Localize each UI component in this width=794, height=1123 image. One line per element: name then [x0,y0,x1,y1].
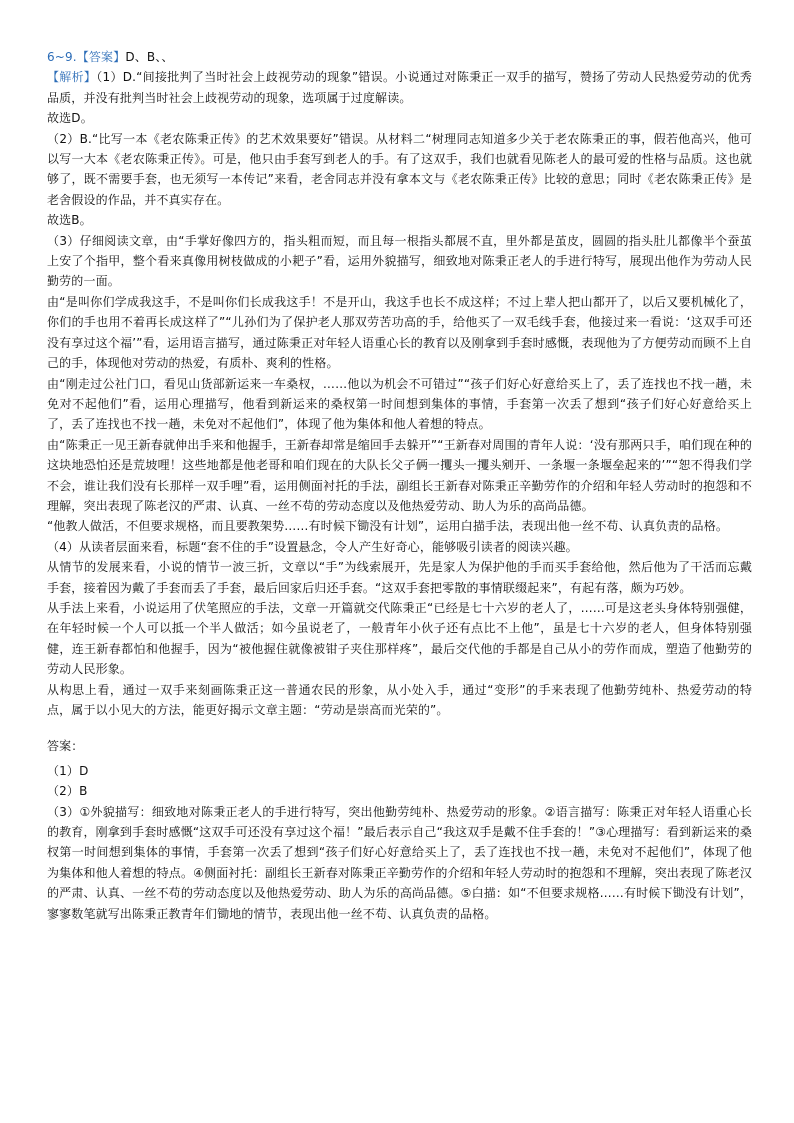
answer-2: （2）B [47,784,88,799]
analysis-paragraph-5: 由“刚走过公社门口，看见山货部新运来一车桑杈，……他以为机会不可错过”“孩子们好心好意给买上了，丢了连找也不找一趟，未免对不起他们”看，运用心理描写，他看到新运来的桑杈第一时间想到集体的事情，手套第一次丢了想到“孩子们好心好意给买上了，丢了连找也不找一趟，未免对不起他们”，体现了他为集体和他人着想的特点。 [47,376,752,432]
analysis-paragraph-9: 从情节的发展来看，小说的情节一波三折，文章以“手”为线索展开，先是家人为保护他的手而买手套给他，然后他为了干活而忘戴手套，接着因为戴了手套而丢了手套，最后回家后归还手套。“这双手套把零散的事情联缀起来”，有起有落，颇为巧妙。 [47,560,752,595]
analysis-paragraph-8: （4）从读者层面来看，标题“套不住的手”设置悬念，令人产生好奇心，能够吸引读者的阅读兴趣。 [47,539,578,554]
analysis-paragraph-1: 【解析】（1）D.“间接批判了当时社会上歧视劳动的现象”错误。小说通过对陈秉正一双手的描写，赞扬了劳动人民热爱劳动的优秀品质，并没有批判当时社会上歧视劳动的现象，选项属于过度解读。 [47,70,752,105]
analysis-paragraph-3: （3）仔细阅读文章，由“手掌好像四方的，指头粗而短，而且每一根指头都展不直，里外都是茧皮，圆圆的指头肚儿都像半个蚕茧上安了个指甲，整个看来真像用树枝做成的小耙子”看，运用外貌描写，细致地对陈秉正老人的手进行特写，展现出他作为劳动人民勤劳的一面。 [47,233,752,289]
analysis-choice-1: 故选D。 [47,111,93,126]
answer-summary: D、B、、 [125,50,174,64]
analysis-paragraph-11: 从构思上看，通过一双手来刻画陈秉正这一普通农民的形象，从小处入手，通过“变形”的手来表现了他勤劳纯朴、热爱劳动的特点，属于以小见大的方法，能更好揭示文章主题：“劳动是崇高而光荣的”。 [47,682,752,717]
question-number: 6~9. [47,50,77,64]
document-page [47,47,752,924]
answers-title: 答案： [47,739,84,754]
analysis-paragraph-10: 从手法上来看，小说运用了伏笔照应的手法，文章一开篇就交代陈秉正“已经是七十六岁的老人了，……可是这老头身体特别强健，在年轻时候一个人可以抵一个半人做活；如今虽说老了，一般青年小伙子还有点比不上他”，虽是七十六岁的老人，但身体特别强健，连王新春都怕和他握手，因为“被他握住就像被钳子夹住那样疼”，最后交代他的手都是自己从小的劳作而成，塑造了他勤劳的劳动人民形象。 [47,600,752,677]
answer-3: （3）①外貌描写：细致地对陈秉正老人的手进行特写，突出他勤劳纯朴、热爱劳动的形象。②语言描写：陈秉正对年轻人语重心长的教育，刚拿到手套时感慨“这双手可还没有享过这个福！”最后表示自己“我这双手是戴不住手套的！”③心理描写：看到新运来的桑杈第一时间想到集体的事情，手套第一次丢了想到“孩子们好心好意给买上了，丢了连找也不找一趟，未免对不起他们”，体现了他为集体和他人着想的特点。④侧面衬托：副组长王新春对陈秉正辛勤劳作的介绍和年轻人劳动时的抱怨和不理解，突出表现了陈老汉的严肃、认真、一丝不苟的劳动态度以及他热爱劳动、助人为乐的高尚品德。⑤白描：如“不但要求规格……有时候下锄没有计划”，寥寥数笔就写出陈秉正教青年们锄地的情节，表现出他一丝不苟、认真负责的品格。 [47,804,752,921]
analysis-paragraph-7: “他教人做活，不但要求规格，而且要教架势……有时候下锄没有计划”，运用白描手法，表现出他一丝不苟、认真负责的品格。 [47,519,728,534]
analysis-paragraph-4: 由“是叫你们学成我这手，不是叫你们长成我这手！不是开山，我这手也长不成这样；不过上辈人把山都开了，以后又要机械化了，你们的手也用不着再长成这样了”“儿孙们为了保护老人那双劳苦功高的手，给他买了一双毛线手套，他接过来一看说：‘这双手可还没有享过这个福’”看，运用语言描写，通过陈秉正对年轻人语重心长的教育以及刚拿到手套时感慨，表现他为了方便劳动而顾不上自己的手，体现他对劳动的热爱，有质朴、爽利的性格。 [47,294,752,371]
analysis-tag: 【解析】 [47,70,97,85]
answer-tag: 【答案】 [76,50,126,64]
answer-1: （1）D [47,763,89,778]
analysis-choice-2: 故选B。 [47,213,92,228]
answer-header [47,47,752,67]
analysis-paragraph-2: （2）B.“比写一本《老农陈秉正传》的艺术效果要好”错误。从材料二“树理同志知道多少关于老农陈秉正的事，假若他高兴，他可以写一大本《老农陈秉正传》。可是，他只由手套写到老人的手。有了这双手，我们也就看见陈老人的最可爱的性格与品质。这也就够了，既不需要手套，也无须写一本传记”来看，老舍同志并没有拿本文与《老农陈秉正传》比较的意思；同时《老农陈秉正传》是老舍假设的作品，并不真实存在。 [47,131,752,207]
analysis-paragraph-6: 由“陈秉正一见王新春就伸出手来和他握手，王新春却常是缩回手去躲开”“王新春对周围的青年人说：‘没有那两只手，咱们现在种的这块地恐怕还是荒坡哩！这些地都是他老哥和咱们现在的大队长父子俩一攫头一攫头剜开、一条堰一条堰垒起来的’”“恕不得我们学不会，谁让我们没有长那样一双手哩”看，运用侧面衬托的手法，副组长王新春对陈秉正辛勤劳作的介绍和年轻人劳动时的抱怨和不理解，突出表现了陈老汉的严肃、认真、一丝不苟的劳动态度以及他热爱劳动、助人为乐的高尚品德。 [47,437,752,513]
section-gap [47,720,752,736]
